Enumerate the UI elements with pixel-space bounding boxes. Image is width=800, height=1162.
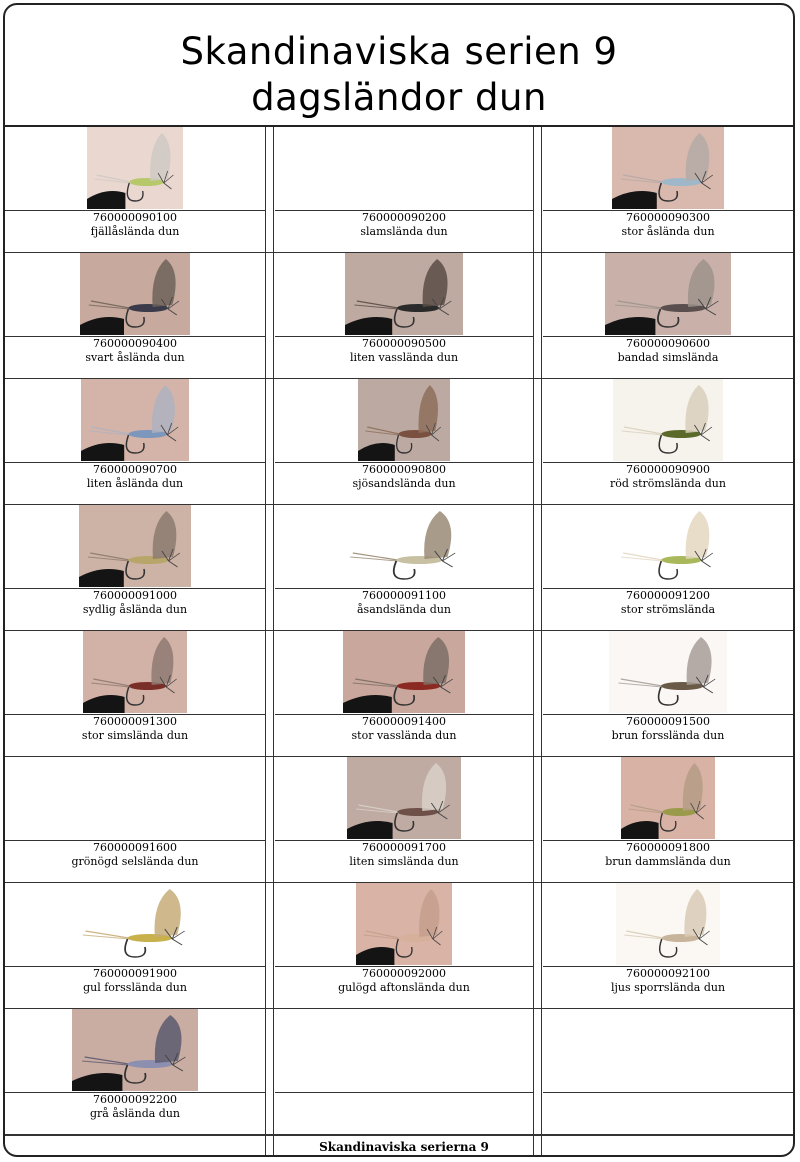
fly-photo	[354, 1009, 454, 1091]
fly-photo	[621, 757, 715, 839]
fly-item	[543, 757, 793, 883]
fly-illustration	[347, 757, 461, 839]
fly-photo	[343, 631, 465, 713]
fly-illustration	[81, 379, 189, 461]
fly-item	[543, 505, 793, 631]
fly-item	[5, 1009, 265, 1135]
fly-item	[275, 379, 533, 505]
fly-name: svart åslända dun	[85, 351, 185, 364]
fly-name: liten simslända dun	[349, 855, 459, 868]
fly-illustration	[87, 127, 183, 209]
article-number: 760000090900	[626, 463, 710, 476]
article-number: 760000091600	[93, 841, 177, 854]
fly-illustration	[356, 883, 452, 965]
fly-name: brun forsslända dun	[611, 729, 725, 742]
fly-name: grönögd selslända dun	[71, 855, 199, 868]
article-number: 760000092000	[362, 967, 446, 980]
fly-name: sjösandslända dun	[352, 477, 456, 490]
article-number: 760000091100	[362, 589, 446, 602]
article-number: 760000091700	[362, 841, 446, 854]
fly-photo	[616, 883, 720, 965]
fly-illustration	[73, 883, 197, 965]
fly-name: liten vasslända dun	[349, 351, 459, 364]
fly-photo	[612, 127, 724, 209]
fly-item	[543, 127, 793, 253]
cell-divider	[543, 1092, 793, 1093]
fly-illustration	[340, 505, 468, 587]
fly-item	[543, 379, 793, 505]
article-number: 760000090500	[362, 337, 446, 350]
fly-photo	[79, 505, 191, 587]
article-number: 760000091300	[93, 715, 177, 728]
grid-row	[5, 883, 793, 1009]
fly-photo	[81, 379, 189, 461]
grid-row	[5, 379, 793, 505]
fly-photo	[356, 883, 452, 965]
title-line-1: Skandinaviska serien 9	[180, 30, 618, 73]
fly-photo	[73, 883, 197, 965]
column-divider	[541, 127, 542, 1155]
fly-name: sydlig åslända dun	[82, 603, 188, 616]
article-number: 760000090700	[93, 463, 177, 476]
fly-photo	[613, 379, 723, 461]
grid-row	[5, 1009, 793, 1135]
fly-item	[5, 379, 265, 505]
grid-row	[5, 505, 793, 631]
fly-photo	[72, 1009, 198, 1091]
article-number: 760000091500	[626, 715, 710, 728]
title-line-2: dagsländor dun	[251, 76, 547, 119]
article-number: 760000090300	[626, 211, 710, 224]
fly-item	[275, 127, 533, 253]
fly-name: brun dammslända dun	[605, 855, 731, 868]
grid-row	[5, 127, 793, 253]
fly-item	[5, 631, 265, 757]
fly-illustration	[605, 253, 731, 335]
fly-photo	[609, 631, 727, 713]
fly-item	[275, 757, 533, 883]
fly-photo	[605, 253, 731, 335]
fly-item	[543, 1009, 793, 1135]
fly-photo	[347, 757, 461, 839]
fly-illustration	[616, 883, 720, 965]
fly-item	[5, 253, 265, 379]
fly-item	[5, 883, 265, 1009]
article-number: 760000090200	[362, 211, 446, 224]
fly-illustration	[83, 631, 187, 713]
fly-name: gul forsslända dun	[83, 981, 187, 994]
footer-text: Skandinaviska serierna 9	[319, 1140, 489, 1154]
article-number: 760000091000	[93, 589, 177, 602]
article-number: 760000091900	[93, 967, 177, 980]
fly-illustration	[613, 379, 723, 461]
fly-photo	[85, 757, 185, 839]
fly-name: liten åslända dun	[86, 477, 184, 490]
article-number: 760000090800	[362, 463, 446, 476]
fly-illustration	[621, 757, 715, 839]
fly-name: slamslända dun	[360, 225, 448, 238]
article-number: 760000091200	[626, 589, 710, 602]
fly-photo	[345, 253, 463, 335]
fly-name: grå åslända dun	[89, 1107, 181, 1120]
fly-grid	[5, 127, 793, 1135]
footer	[5, 1135, 793, 1157]
fly-illustration	[72, 1009, 198, 1091]
fly-illustration	[612, 127, 724, 209]
fly-name: bandad simslända	[617, 351, 719, 364]
article-number: 760000091400	[362, 715, 446, 728]
fly-illustration	[343, 631, 465, 713]
fly-name: stor strömslända	[620, 603, 716, 616]
fly-name: stor simslända dun	[81, 729, 189, 742]
article-number: 760000090100	[93, 211, 177, 224]
fly-photo	[612, 505, 724, 587]
grid-row	[5, 253, 793, 379]
fly-item	[543, 253, 793, 379]
page-title	[5, 5, 793, 127]
fly-item	[275, 505, 533, 631]
fly-photo	[83, 631, 187, 713]
fly-illustration	[80, 253, 190, 335]
fly-item	[275, 631, 533, 757]
column-divider	[265, 127, 266, 1155]
fly-illustration	[79, 505, 191, 587]
article-number: 760000091800	[626, 841, 710, 854]
column-divider	[533, 127, 534, 1155]
fly-item	[543, 883, 793, 1009]
fly-item	[275, 883, 533, 1009]
cell-divider	[275, 1092, 533, 1093]
grid-row	[5, 631, 793, 757]
fly-item	[275, 253, 533, 379]
grid-row	[5, 757, 793, 883]
column-divider	[273, 127, 274, 1155]
fly-illustration	[612, 505, 724, 587]
fly-item	[5, 757, 265, 883]
article-number: 760000092200	[93, 1093, 177, 1106]
fly-name: fjällåslända dun	[90, 225, 180, 238]
fly-photo	[340, 505, 468, 587]
fly-name: åsandslända dun	[357, 603, 451, 616]
fly-illustration	[358, 379, 450, 461]
fly-item	[5, 505, 265, 631]
fly-item	[543, 631, 793, 757]
fly-item	[275, 1009, 533, 1135]
fly-name: stor vasslända dun	[351, 729, 457, 742]
catalog-page	[3, 3, 795, 1157]
fly-illustration	[609, 631, 727, 713]
fly-name: stor åslända dun	[621, 225, 715, 238]
fly-photo	[80, 253, 190, 335]
fly-photo	[345, 127, 463, 209]
fly-name: gulögd aftonslända dun	[338, 981, 470, 994]
fly-photo	[87, 127, 183, 209]
article-number: 760000090400	[93, 337, 177, 350]
fly-illustration	[345, 253, 463, 335]
fly-photo	[618, 1009, 718, 1091]
fly-name: ljus sporrslända dun	[610, 981, 726, 994]
fly-item	[5, 127, 265, 253]
article-number: 760000092100	[626, 967, 710, 980]
article-number: 760000090600	[626, 337, 710, 350]
fly-name: röd strömslända dun	[610, 477, 726, 490]
fly-photo	[358, 379, 450, 461]
